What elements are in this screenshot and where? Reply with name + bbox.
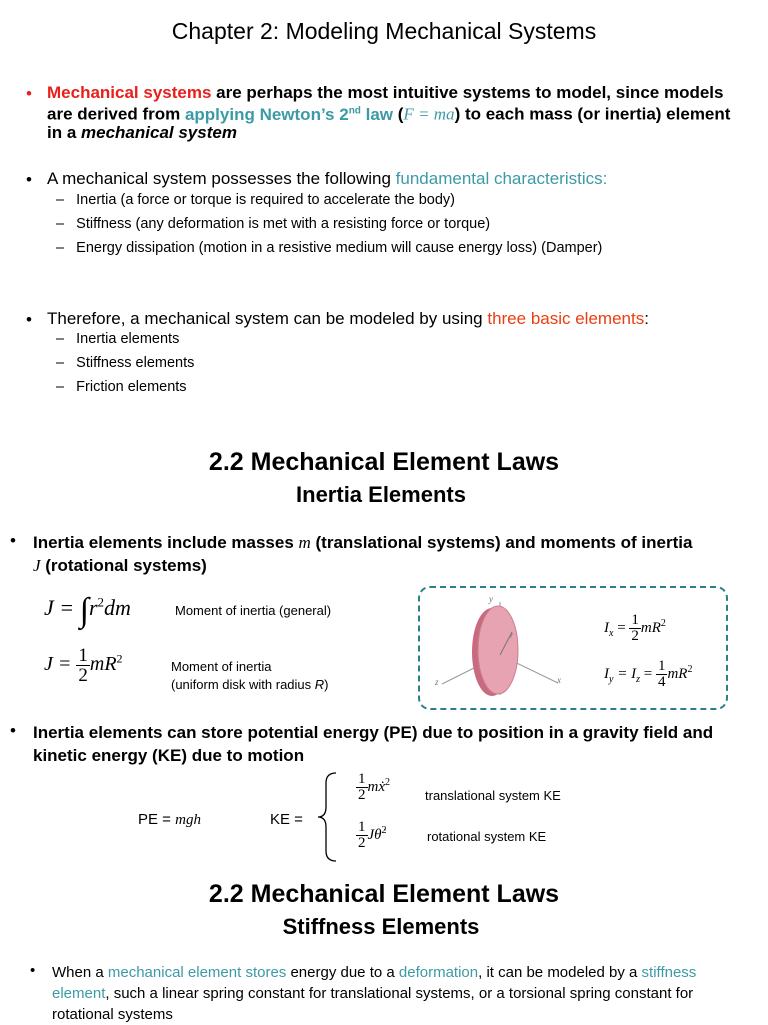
denominator: 2 (358, 787, 366, 803)
list-item: – Stiffness (any deformation is met with a resisting force or torque) (56, 216, 491, 232)
italic-text: mechanical system (81, 122, 237, 142)
list-item: – Energy dissipation (motion in a resistive medium will cause energy loss) (Damper) (56, 240, 603, 256)
integral-sign: ∫ (79, 592, 89, 629)
text: Friction elements (76, 379, 187, 395)
text: (rotational systems) (40, 556, 207, 575)
text: , such a linear spring constant for translational systems, or a torsional spring constant for rotational systems (52, 985, 694, 1023)
bullet-marker: • (26, 310, 32, 329)
label-rotational-ke: rotational system KE (427, 829, 547, 844)
symbol-m: m (298, 533, 311, 552)
text: applying Newton’s 2 (184, 104, 349, 124)
bullet-stiffness (52, 962, 742, 1025)
label-disk-radius (171, 677, 329, 693)
highlight-newton (185, 105, 393, 124)
bullet-marker: • (26, 84, 32, 103)
formula-f-ma: F = ma (403, 104, 455, 124)
disk-figure-illustration (424, 590, 574, 706)
bullet-characteristics (47, 170, 607, 188)
ke-translational-equation (356, 772, 390, 803)
bullet-marker: • (30, 962, 36, 979)
text: R (314, 677, 325, 692)
bullet-energy: Inertia elements can store potential energy (PE) due to position in a gravity field and kinetic energy (KE) due to motion (33, 723, 714, 765)
text: Inertia elements include masses (33, 533, 299, 552)
text: J = (44, 595, 75, 620)
text: Therefore, a mechanical system can be modeled by using (47, 309, 488, 328)
text: Jθ̇ (367, 826, 382, 843)
list-item: – Stiffness elements (56, 355, 195, 371)
brace-path (318, 773, 336, 861)
text: I (604, 619, 609, 636)
section-subtitle: Inertia Elements (296, 482, 466, 507)
curly-brace (314, 771, 340, 863)
equation-disk-inertia (44, 646, 123, 685)
text: = (639, 665, 656, 682)
text: dm (104, 595, 131, 620)
text: I (604, 665, 609, 682)
text: mẋ (367, 778, 385, 795)
text: energy due to a (286, 964, 399, 981)
text: Stiffness (any deformation is met with a resisting force or torque) (76, 216, 491, 232)
highlight-stores: mechanical element stores (107, 964, 287, 981)
numerator: 1 (631, 612, 639, 628)
text: : (644, 309, 649, 328)
radius-label: r (510, 630, 514, 640)
subscript: y (609, 673, 614, 685)
fraction (656, 659, 668, 690)
text: PE = (138, 811, 176, 828)
label-general-inertia: Moment of inertia (general) (175, 603, 332, 618)
section-subtitle: Stiffness Elements (282, 914, 480, 939)
page-title: Chapter 2: Modeling Mechanical Systems (171, 18, 597, 44)
list-item: – Friction elements (56, 379, 187, 395)
bullet-marker: • (10, 531, 16, 550)
list-item: – Inertia elements (56, 331, 180, 347)
text: mR (640, 619, 661, 636)
text: Energy dissipation (motion in a resistive medium will cause energy loss) (Damper) (76, 240, 603, 256)
highlight-mechanical-systems: Mechanical systems (47, 83, 212, 102)
superscript: 2 (381, 824, 387, 836)
superscript: nd (348, 105, 361, 116)
text: (uniform disk with radius (171, 677, 315, 692)
ke-rotational-equation (356, 820, 387, 851)
numerator: 1 (358, 771, 366, 787)
text: Stiffness elements (76, 355, 195, 371)
superscript: 2 (97, 594, 105, 610)
highlight-stiffness-element: stiffness element (52, 964, 697, 1002)
section-title: 2.2 Mechanical Element Laws (208, 880, 560, 908)
bullet-marker: • (26, 170, 32, 189)
text: Inertia (a force or torque is required to accelerate the body) (76, 192, 455, 208)
label-disk-inertia: Moment of inertia (171, 659, 272, 674)
bullet-mechanical-systems (47, 84, 737, 142)
equation-general-inertia (44, 592, 131, 630)
text: = (613, 619, 630, 636)
pe-expression (138, 811, 201, 829)
text: r (88, 595, 98, 620)
numerator: 1 (358, 819, 366, 835)
superscript: 2 (116, 651, 123, 666)
text: When a (52, 964, 108, 981)
text: A mechanical system possesses the following (47, 169, 396, 188)
text: law (360, 104, 394, 124)
highlight-characteristics: fundamental characteristics: (395, 169, 608, 188)
numerator: 1 (657, 658, 666, 674)
axis-label-x: x (557, 675, 561, 685)
section-title: 2.2 Mechanical Element Laws (208, 448, 560, 476)
label-translational-ke: translational system KE (425, 788, 561, 803)
fraction (629, 613, 641, 644)
symbol-mgh: mgh (175, 812, 201, 828)
text: to each mass (or inertia) element in a (47, 104, 731, 142)
list-item: – Inertia (a force or torque is required to accelerate the body) (56, 192, 455, 208)
text: ) (454, 104, 461, 124)
superscript: 2 (687, 663, 693, 675)
bullet-marker: • (10, 721, 16, 740)
superscript: 2 (660, 617, 666, 629)
symbol-j: J (33, 556, 41, 575)
fraction (356, 820, 368, 851)
axis-label-y: y (489, 594, 493, 604)
denominator: 4 (657, 674, 666, 690)
text: mR (89, 653, 117, 676)
denominator: 2 (358, 835, 366, 851)
text: = I (613, 665, 637, 682)
text: are perhaps the most intuitive systems to model, since models are derived from (47, 83, 724, 124)
text: J = (44, 653, 72, 676)
denominator: 2 (78, 665, 88, 686)
denominator: 2 (631, 628, 639, 644)
fraction (76, 646, 90, 685)
text: Inertia elements (76, 331, 180, 347)
highlight-three-elements: three basic elements (487, 309, 645, 328)
equation-ix (604, 613, 666, 644)
numerator: 1 (78, 645, 88, 666)
subscript: z (636, 673, 640, 685)
text: (translational systems) and moments of inertia (310, 533, 693, 552)
highlight-deformation: deformation (398, 964, 479, 981)
text: mR (667, 665, 688, 682)
superscript: 2 (385, 776, 390, 788)
ke-label: KE = (270, 811, 303, 828)
text: ) (324, 677, 329, 692)
disk-face (478, 606, 518, 694)
subscript: x (609, 627, 614, 639)
text: ( (393, 104, 404, 124)
bullet-three-elements (47, 310, 649, 328)
equation-iy-iz (604, 659, 692, 690)
fraction (356, 772, 368, 803)
text: , it can be modeled by a (478, 964, 642, 981)
axis-label-z: z (435, 677, 439, 687)
bullet-inertia-elements (33, 531, 753, 577)
